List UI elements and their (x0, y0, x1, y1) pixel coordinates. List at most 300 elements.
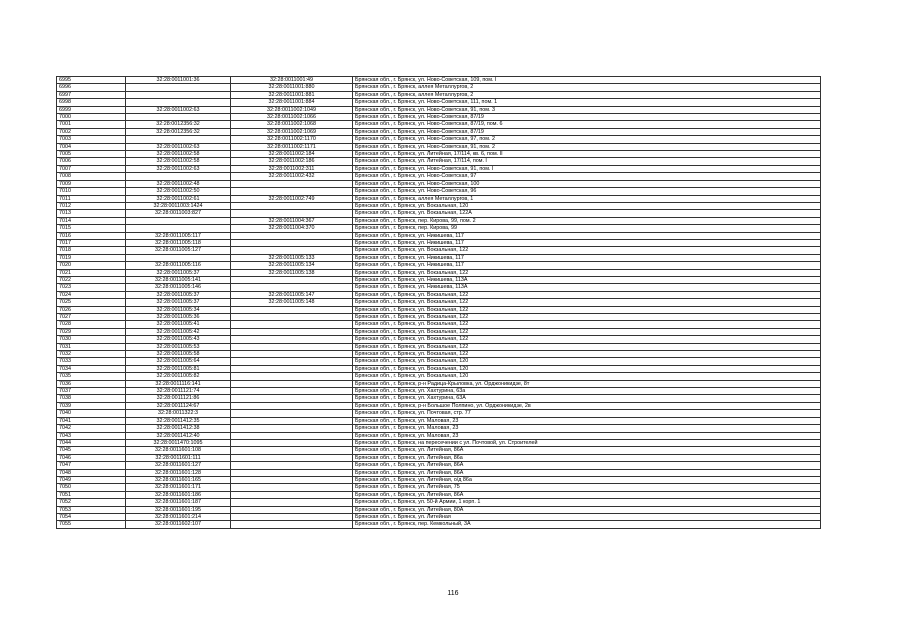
row-number-cell: 7027 (57, 314, 126, 321)
building-number-cell: 32:28:0011002:1170 (231, 136, 353, 143)
building-number-cell (231, 410, 353, 417)
row-number-cell: 7040 (57, 410, 126, 417)
address-cell: Брянская обл., г. Брянск, ул. Вокзальная, 122 (353, 314, 821, 321)
building-number-cell: 32:28:0011002:311 (231, 165, 353, 172)
address-cell: Брянская обл., г. Брянск, аллея Металлургов, 2 (353, 84, 821, 91)
cadastral-number-cell (126, 217, 231, 224)
cadastral-number-cell: 32:28:0011001:36 (126, 77, 231, 84)
address-cell: Брянская обл., г. Брянск, ул. Вокзальная, 120 (353, 373, 821, 380)
cadastral-number-cell: 32:28:0011005:64 (126, 358, 231, 365)
row-number-cell: 7050 (57, 484, 126, 491)
row-number-cell: 7047 (57, 462, 126, 469)
table-row (57, 432, 821, 439)
building-number-cell (231, 388, 353, 395)
building-number-cell (231, 491, 353, 498)
address-cell: Брянская обл., г. Брянск, пер. Кирова, 99, пом. 2 (353, 217, 821, 224)
building-number-cell: 32:28:0011005:147 (231, 291, 353, 298)
table-row (57, 143, 821, 150)
row-number-cell: 7035 (57, 373, 126, 380)
address-cell: Брянская обл., г. Брянск, ул. Ново-Советская, 97 (353, 173, 821, 180)
row-number-cell: 7018 (57, 247, 126, 254)
row-number-cell: 7001 (57, 121, 126, 128)
address-cell: Брянская обл., г. Брянск, пер. Кирова, 99 (353, 225, 821, 232)
table-row (57, 217, 821, 224)
row-number-cell: 7038 (57, 395, 126, 402)
building-number-cell (231, 447, 353, 454)
table-row (57, 99, 821, 106)
table-row (57, 202, 821, 209)
address-cell: Брянская обл., г. Брянск, ул. Хахтурина, 63А (353, 395, 821, 402)
cadastral-number-cell: 32:28:0011121:86 (126, 395, 231, 402)
building-number-cell (231, 343, 353, 350)
building-number-cell (231, 180, 353, 187)
table-row (57, 365, 821, 372)
building-number-cell (231, 232, 353, 239)
row-number-cell: 7054 (57, 513, 126, 520)
table-row (57, 469, 821, 476)
building-number-cell: 32:28:0011002:1068 (231, 121, 353, 128)
building-number-cell: 32:28:0011002:184 (231, 151, 353, 158)
table-row (57, 417, 821, 424)
table-row (57, 447, 821, 454)
building-number-cell: 32:28:0011001:884 (231, 99, 353, 106)
building-number-cell (231, 336, 353, 343)
cadastral-number-cell: 32:28:0011003:827 (126, 210, 231, 217)
table-row (57, 476, 821, 483)
address-cell: Брянская обл., г. Брянск, аллея Металлургов, 2 (353, 91, 821, 98)
building-number-cell: 32:28:0011002:749 (231, 195, 353, 202)
building-number-cell (231, 506, 353, 513)
address-cell: Брянская обл., г. Брянск, ул. Никишева, 117 (353, 262, 821, 269)
address-cell: Брянская обл., г. Брянск, на пересечении с ул. Почтовой, ул. Строителей (353, 439, 821, 446)
table-row (57, 180, 821, 187)
building-number-cell: 32:28:0011001:881 (231, 91, 353, 98)
row-number-cell: 7005 (57, 151, 126, 158)
address-cell: Брянская обл., г. Брянск, ул. Ново-Советская, 87/19 (353, 114, 821, 121)
table-row (57, 314, 821, 321)
table-row (57, 380, 821, 387)
cadastral-number-cell: 32:28:0011470:1095 (126, 439, 231, 446)
cadastral-number-cell: 32:28:0012356:32 (126, 121, 231, 128)
cadastral-number-cell: 32:28:0011601:214 (126, 513, 231, 520)
address-cell: Брянская обл., г. Брянск, ул. Вокзальная, 122 (353, 291, 821, 298)
row-number-cell: 7004 (57, 143, 126, 150)
cadastral-number-cell (126, 99, 231, 106)
address-cell: Брянская обл., г. Брянск, ул. Вокзальная, 122 (353, 247, 821, 254)
building-number-cell (231, 328, 353, 335)
address-cell: Брянская обл., г. Брянск, ул. Ново-Советская, 87/19 (353, 128, 821, 135)
address-cell: Брянская обл., г. Брянск, ул. Никишева, 113А (353, 276, 821, 283)
address-cell: Брянская обл., г. Брянск, ул. Вокзальная, 120 (353, 365, 821, 372)
building-number-cell (231, 499, 353, 506)
row-number-cell: 7006 (57, 158, 126, 165)
building-number-cell (231, 380, 353, 387)
building-number-cell (231, 188, 353, 195)
cadastral-number-cell: 32:28:0012356:32 (126, 128, 231, 135)
address-cell: Брянская обл., г. Брянск, аллея Металлургов, 1 (353, 195, 821, 202)
table-row (57, 247, 821, 254)
row-number-cell: 7008 (57, 173, 126, 180)
address-cell: Брянская обл., г. Брянск, ул. 50-й Армии, 1 корп. 1 (353, 499, 821, 506)
cadastral-number-cell: 32:28:0011412:35 (126, 417, 231, 424)
row-number-cell: 7039 (57, 402, 126, 409)
table-row (57, 262, 821, 269)
table-row (57, 513, 821, 520)
building-number-cell: 32:28:0011005:133 (231, 254, 353, 261)
cadastral-number-cell: 32:28:0011005:58 (126, 351, 231, 358)
building-number-cell: 32:28:0011002:1066 (231, 114, 353, 121)
cadastral-number-cell (126, 173, 231, 180)
cadastral-number-cell: 32:28:0011002:50 (126, 188, 231, 195)
building-number-cell (231, 314, 353, 321)
table-row (57, 121, 821, 128)
table-row (57, 491, 821, 498)
row-number-cell: 7033 (57, 358, 126, 365)
cadastral-number-cell: 32:28:0011601:111 (126, 454, 231, 461)
cadastral-number-cell (126, 254, 231, 261)
cadastral-number-cell: 32:28:0011005:53 (126, 343, 231, 350)
cadastral-number-cell: 32:28:0011005:41 (126, 321, 231, 328)
table-row (57, 336, 821, 343)
building-number-cell (231, 395, 353, 402)
cadastral-number-cell (126, 136, 231, 143)
address-cell: Брянская обл., г. Брянск, ул. Литейная, о/д 86а (353, 476, 821, 483)
building-number-cell: 32:28:0011001:49 (231, 77, 353, 84)
row-number-cell: 7032 (57, 351, 126, 358)
row-number-cell: 7009 (57, 180, 126, 187)
table-row (57, 210, 821, 217)
address-cell: Брянская обл., г. Брянск, ул. Почтовая, стр. 77 (353, 410, 821, 417)
building-number-cell (231, 365, 353, 372)
address-cell: Брянская обл., г. Брянск, ул. Литейная, 86А (353, 447, 821, 454)
cadastral-number-cell: 32:28:0011005:82 (126, 373, 231, 380)
address-cell: Брянская обл., г. Брянск, ул. Вокзальная, 122 (353, 351, 821, 358)
address-cell: Брянская обл., г. Брянск, ул. Ново-Советская, 109, пом. I (353, 77, 821, 84)
row-number-cell: 7045 (57, 447, 126, 454)
table-row (57, 291, 821, 298)
cadastral-number-cell: 32:28:0011601:171 (126, 484, 231, 491)
cadastral-number-cell: 32:28:0011005:118 (126, 239, 231, 246)
cadastral-number-cell: 32:28:0011002:58 (126, 151, 231, 158)
address-cell: Брянская обл., г. Брянск, ул. Ново-Советская, 91, пом. I (353, 165, 821, 172)
address-cell: Брянская обл., г. Брянск, ул. Ново-Советская, 91, пом. 3 (353, 106, 821, 113)
address-cell: Брянская обл., г. Брянск, р-н Большое Полпино, ул. Орджоникидзе, 2в (353, 402, 821, 409)
table-row (57, 402, 821, 409)
cadastral-number-cell: 32:28:0011003:1424 (126, 202, 231, 209)
cadastral-number-cell: 32:28:0011005:117 (126, 232, 231, 239)
row-number-cell: 7020 (57, 262, 126, 269)
table-row (57, 343, 821, 350)
building-number-cell (231, 239, 353, 246)
cadastral-number-cell: 32:28:0011601:195 (126, 506, 231, 513)
building-number-cell: 32:28:0011005:138 (231, 269, 353, 276)
address-cell: Брянская обл., г. Брянск, ул. Хахтурина, 63а (353, 388, 821, 395)
table-row (57, 84, 821, 91)
address-cell: Брянская обл., г. Брянск, ул. Вокзальная, 122А (353, 210, 821, 217)
row-number-cell: 7053 (57, 506, 126, 513)
row-number-cell: 7055 (57, 521, 126, 528)
row-number-cell: 7026 (57, 306, 126, 313)
address-cell: Брянская обл., г. Брянск, ул. Вокзальная, 122 (353, 269, 821, 276)
row-number-cell: 7010 (57, 188, 126, 195)
building-number-cell (231, 351, 353, 358)
address-cell: Брянская обл., г. Брянск, ул. Маловая, 23 (353, 432, 821, 439)
table-row (57, 462, 821, 469)
row-number-cell: 7036 (57, 380, 126, 387)
row-number-cell: 7019 (57, 254, 126, 261)
address-cell: Брянская обл., г. Брянск, ул. Литейная, 75 (353, 484, 821, 491)
building-number-cell: 32:28:0011002:432 (231, 173, 353, 180)
cadastral-number-cell (126, 225, 231, 232)
row-number-cell: 7049 (57, 476, 126, 483)
building-number-cell (231, 276, 353, 283)
building-number-cell: 32:28:0011005:148 (231, 299, 353, 306)
address-cell: Брянская обл., г. Брянск, ул. Ново-Советская, 111, пом. 1 (353, 99, 821, 106)
row-number-cell: 7034 (57, 365, 126, 372)
address-cell: Брянская обл., г. Брянск, ул. Никишева, 117 (353, 239, 821, 246)
address-cell: Брянская обл., г. Брянск, ул. Литейная, 80А (353, 506, 821, 513)
cadastral-number-cell: 32:28:0011601:165 (126, 476, 231, 483)
address-cell: Брянская обл., г. Брянск, ул. Литейная, 86А (353, 462, 821, 469)
cadastral-number-cell: 32:28:0011005:34 (126, 306, 231, 313)
table-row (57, 358, 821, 365)
building-number-cell (231, 306, 353, 313)
row-number-cell: 7044 (57, 439, 126, 446)
cadastral-number-cell: 32:28:0011322:3 (126, 410, 231, 417)
row-number-cell: 7041 (57, 417, 126, 424)
table-row (57, 195, 821, 202)
cadastral-number-cell: 32:28:0011002:63 (126, 143, 231, 150)
table-row (57, 106, 821, 113)
row-number-cell: 7042 (57, 425, 126, 432)
table-row (57, 388, 821, 395)
table-row (57, 276, 821, 283)
table-row (57, 269, 821, 276)
table-row (57, 254, 821, 261)
cadastral-number-cell: 32:28:0011005:42 (126, 328, 231, 335)
row-number-cell: 6999 (57, 106, 126, 113)
table-row (57, 136, 821, 143)
building-number-cell: 32:28:0011002:1069 (231, 128, 353, 135)
table-row (57, 284, 821, 291)
building-number-cell (231, 476, 353, 483)
cadastral-number-cell: 32:28:0011602:107 (126, 521, 231, 528)
address-cell: Брянская обл., г. Брянск, ул. Литейная, 86А (353, 469, 821, 476)
address-cell: Брянская обл., г. Брянск, ул. Ново-Советская, 97, пом. 2 (353, 136, 821, 143)
table-row (57, 395, 821, 402)
cadastral-number-cell: 32:28:0011005:37 (126, 299, 231, 306)
row-number-cell: 7015 (57, 225, 126, 232)
address-cell: Брянская обл., г. Брянск, ул. Маловая, 23 (353, 425, 821, 432)
building-number-cell (231, 469, 353, 476)
row-number-cell: 6997 (57, 91, 126, 98)
address-cell: Брянская обл., г. Брянск, ул. Никишева, 117 (353, 254, 821, 261)
building-number-cell (231, 425, 353, 432)
address-cell: Брянская обл., г. Брянск, ул. Ново-Советская, 96 (353, 188, 821, 195)
table-row (57, 306, 821, 313)
address-cell: Брянская обл., г. Брянск, ул. Литейная (353, 513, 821, 520)
registry-table-body (57, 77, 821, 529)
building-number-cell: 32:28:0011005:134 (231, 262, 353, 269)
row-number-cell: 7029 (57, 328, 126, 335)
address-cell: Брянская обл., г. Брянск, ул. Ново-Советская, 87/19, пом. 6 (353, 121, 821, 128)
table-row (57, 521, 821, 528)
table-row (57, 91, 821, 98)
table-row (57, 128, 821, 135)
address-cell: Брянская обл., г. Брянск, пер. Кемкольный, 3А (353, 521, 821, 528)
cadastral-number-cell: 32:28:0011002:63 (126, 165, 231, 172)
table-row (57, 188, 821, 195)
row-number-cell: 7017 (57, 239, 126, 246)
cadastral-number-cell: 32:28:0011002:61 (126, 195, 231, 202)
address-cell: Брянская обл., г. Брянск, ул. Вокзальная, 122 (353, 328, 821, 335)
table-row (57, 454, 821, 461)
cadastral-number-cell: 32:28:0011601:108 (126, 447, 231, 454)
address-cell: Брянская обл., г. Брянск, ул. Никишева, 117 (353, 232, 821, 239)
table-row (57, 373, 821, 380)
row-number-cell: 7030 (57, 336, 126, 343)
row-number-cell: 7014 (57, 217, 126, 224)
cadastral-number-cell: 32:28:0011412:40 (126, 432, 231, 439)
building-number-cell (231, 462, 353, 469)
address-cell: Брянская обл., г. Брянск, ул. Вокзальная, 120 (353, 358, 821, 365)
registry-table (56, 76, 821, 529)
cadastral-number-cell: 32:28:0011005:127 (126, 247, 231, 254)
row-number-cell: 7046 (57, 454, 126, 461)
building-number-cell (231, 210, 353, 217)
address-cell: Брянская обл., г. Брянск, ул. Ново-Советская, 91, пом. 2 (353, 143, 821, 150)
table-row (57, 158, 821, 165)
cadastral-number-cell: 32:28:0011005:81 (126, 365, 231, 372)
cadastral-number-cell: 32:28:0011005:43 (126, 336, 231, 343)
building-number-cell (231, 247, 353, 254)
row-number-cell: 7052 (57, 499, 126, 506)
cadastral-number-cell: 32:28:0011002:58 (126, 158, 231, 165)
table-row (57, 77, 821, 84)
row-number-cell: 7031 (57, 343, 126, 350)
row-number-cell: 7013 (57, 210, 126, 217)
cadastral-number-cell (126, 84, 231, 91)
table-row (57, 239, 821, 246)
row-number-cell: 7011 (57, 195, 126, 202)
address-cell: Брянская обл., г. Брянск, ул. Вокзальная, 122 (353, 343, 821, 350)
row-number-cell: 7043 (57, 432, 126, 439)
table-row (57, 506, 821, 513)
building-number-cell: 32:28:0011004:370 (231, 225, 353, 232)
building-number-cell (231, 321, 353, 328)
building-number-cell: 32:28:0011004:367 (231, 217, 353, 224)
building-number-cell: 32:28:0011002:1049 (231, 106, 353, 113)
cadastral-number-cell: 32:28:0011005:116 (126, 262, 231, 269)
table-row (57, 499, 821, 506)
building-number-cell (231, 202, 353, 209)
address-cell: Брянская обл., г. Брянск, ул. Вокзальная, 122 (353, 321, 821, 328)
address-cell: Брянская обл., г. Брянск, р-н Радица-Крыловка, ул. Орджоникидзе, 8т (353, 380, 821, 387)
cadastral-number-cell: 32:28:0011124:67 (126, 402, 231, 409)
row-number-cell: 7003 (57, 136, 126, 143)
cadastral-number-cell: 32:28:0011005:36 (126, 314, 231, 321)
building-number-cell: 32:28:0011001:880 (231, 84, 353, 91)
row-number-cell: 7002 (57, 128, 126, 135)
table-row (57, 321, 821, 328)
row-number-cell: 7007 (57, 165, 126, 172)
row-number-cell: 7021 (57, 269, 126, 276)
building-number-cell (231, 432, 353, 439)
cadastral-number-cell: 32:28:0011121:74 (126, 388, 231, 395)
building-number-cell: 32:28:0011002:1171 (231, 143, 353, 150)
row-number-cell: 7025 (57, 299, 126, 306)
address-cell: Брянская обл., г. Брянск, ул. Вокзальная, 122 (353, 299, 821, 306)
building-number-cell (231, 521, 353, 528)
cadastral-number-cell: 32:28:0011005:37 (126, 291, 231, 298)
table-row (57, 299, 821, 306)
address-cell: Брянская обл., г. Брянск, ул. Маловая, 23 (353, 417, 821, 424)
row-number-cell: 7024 (57, 291, 126, 298)
address-cell: Брянская обл., г. Брянск, ул. Литейная, 86А (353, 491, 821, 498)
cadastral-number-cell (126, 114, 231, 121)
building-number-cell (231, 373, 353, 380)
building-number-cell (231, 439, 353, 446)
table-row (57, 410, 821, 417)
row-number-cell: 6995 (57, 77, 126, 84)
row-number-cell: 7000 (57, 114, 126, 121)
table-row (57, 351, 821, 358)
address-cell: Брянская обл., г. Брянск, ул. Литейная, 86а (353, 454, 821, 461)
address-cell: Брянская обл., г. Брянск, ул. Вокзальная, 122 (353, 306, 821, 313)
row-number-cell: 7016 (57, 232, 126, 239)
building-number-cell (231, 284, 353, 291)
cadastral-number-cell: 32:28:0011002:48 (126, 180, 231, 187)
building-number-cell (231, 358, 353, 365)
row-number-cell: 7022 (57, 276, 126, 283)
cadastral-number-cell: 32:28:0011002:63 (126, 106, 231, 113)
cadastral-number-cell: 32:28:0011412:38 (126, 425, 231, 432)
table-row (57, 173, 821, 180)
row-number-cell: 7012 (57, 202, 126, 209)
address-cell: Брянская обл., г. Брянск, ул. Никишева, 113А (353, 284, 821, 291)
table-row (57, 439, 821, 446)
building-number-cell (231, 402, 353, 409)
table-row (57, 151, 821, 158)
cadastral-number-cell: 32:28:0011005:37 (126, 269, 231, 276)
table-row (57, 425, 821, 432)
row-number-cell: 7028 (57, 321, 126, 328)
table-row (57, 165, 821, 172)
table-row (57, 484, 821, 491)
row-number-cell: 7023 (57, 284, 126, 291)
cadastral-number-cell: 32:28:0011116:141 (126, 380, 231, 387)
building-number-cell (231, 484, 353, 491)
table-row (57, 232, 821, 239)
table-row (57, 328, 821, 335)
row-number-cell: 7037 (57, 388, 126, 395)
table-row (57, 225, 821, 232)
address-cell: Брянская обл., г. Брянск, ул. Ново-Советская, 100 (353, 180, 821, 187)
address-cell: Брянская обл., г. Брянск, ул. Вокзальная, 120 (353, 202, 821, 209)
page-number: 116 (447, 590, 459, 597)
address-cell: Брянская обл., г. Брянск, ул. Вокзальная, 122 (353, 336, 821, 343)
cadastral-number-cell: 32:28:0011601:186 (126, 491, 231, 498)
cadastral-number-cell (126, 91, 231, 98)
cadastral-number-cell: 32:28:0011601:187 (126, 499, 231, 506)
building-number-cell (231, 513, 353, 520)
table-row (57, 114, 821, 121)
building-number-cell: 32:28:0011002:186 (231, 158, 353, 165)
building-number-cell (231, 454, 353, 461)
cadastral-number-cell: 32:28:0011005:141 (126, 276, 231, 283)
row-number-cell: 7051 (57, 491, 126, 498)
address-cell: Брянская обл., г. Брянск, ул. Литейная, 17/114, кв. 6, пом. II (353, 151, 821, 158)
